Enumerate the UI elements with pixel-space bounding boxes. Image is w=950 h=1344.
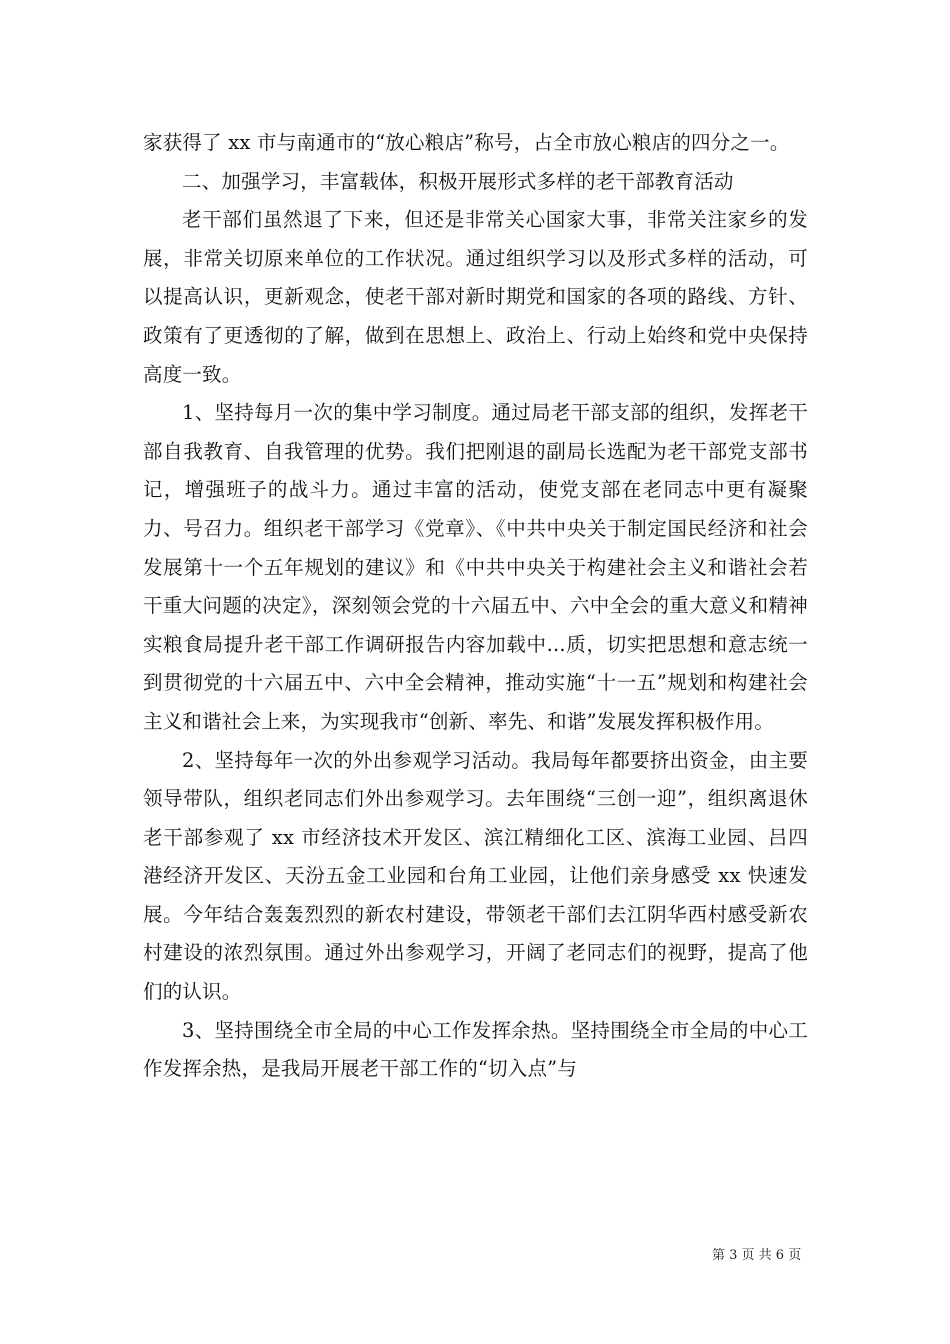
paragraph-item-3: 3、坚持围绕全市全局的中心工作发挥余热。坚持围绕全市全局的中心工作发挥余热，是我局开展老干部工作的“切入点”与 <box>143 1018 808 1081</box>
paragraph-item-2: 2、坚持每年一次的外出参观学习活动。我局每年都要挤出资金，由主要领导带队，组织老同志们外出参观学习。去年围绕“三创一迎”，组织离退休老干部参观了 xx 市经济技术开发区、滨江精细化工区、滨海工业园、吕四港经济开发区、天汾五金工业园和台角工业园，让他们亲身感受 xx 快速发展。今年结合轰轰烈烈的新农村建设，带领老干部们去江阴华西村感受新农村建设的浓烈氛围。通过外出参观学习，开阔了老同志们的视野，提高了他们的认识。 <box>143 748 808 1004</box>
document-body <box>143 124 808 1089</box>
paragraph-item-1: 1、坚持每月一次的集中学习制度。通过局老干部支部的组织，发挥老干部自我教育、自我管理的优势。我们把刚退的副局长选配为老干部党支部书记，增强班子的战斗力。通过丰富的活动，使党支部在老同志中更有凝聚力、号召力。组织老干部学习《党章》、《中共中央关于制定国民经济和社会发展第十一个五年规划的建议》和《中共中央关于构建社会主义和谐社会若干重大问题的决定》，深刻领会党的十六届五中、六中全会的重大意义和精神实粮食局提升老干部工作调研报告内容加载中...质，切实把思想和意志统一到贯彻党的十六届五中、六中全会精神，推动实施“十一五”规划和构建社会主义和谐社会上来，为实现我市“创新、率先、和谐”发展发挥积极作用。 <box>143 401 808 733</box>
paragraph-continuation: 家获得了 xx 市与南通市的“放心粮店”称号，占全市放心粮店的四分之一。 <box>143 131 790 154</box>
page-number-footer: 第 3 页 共 6 页 <box>712 1248 802 1263</box>
paragraph-intro: 老干部们虽然退了下来，但还是非常关心国家大事，非常关注家乡的发展，非常关切原来单位的工作状况。通过组织学习以及形式多样的活动，可以提高认识，更新观念，使老干部对新时期党和国家的各项的路线、方针、政策有了更透彻的了解，做到在思想上、政治上、行动上始终和党中央保持高度一致。 <box>143 208 808 386</box>
section-heading: 二、加强学习，丰富载体，积极开展形式多样的老干部教育活动 <box>182 169 734 193</box>
